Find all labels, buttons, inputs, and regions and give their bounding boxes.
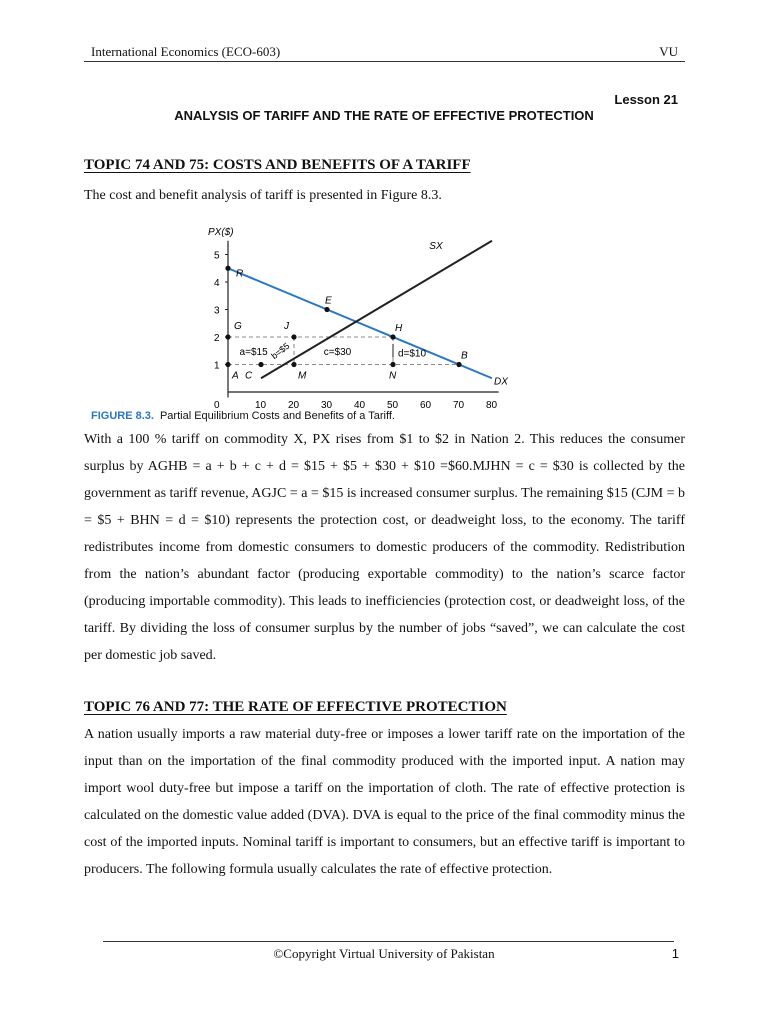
section1-body: With a 100 % tariff on commodity X, PX rises from $1 to $2 in Nation 2. This reduces the consumer surplus by AGHB = a + b + c + d = $15 + $5 + $30 + $10 =$60.MJHN = c = $30 is collected by the government as tariff revenue, AGJC = a = $15 is increased consumer surplus. The remaining $15 (CJM = b = $5 + BHN = d = $10) represents the protection cost, or deadweight loss, to the economy. The tariff redistributes income from domestic consumers to domestic producers of the commodity. Redistribution from the nation’s abundant factor (producing exportable commodity) to the nation’s scarce factor (producing importable commodity). This leads to inefficiencies (protection cost, or deadweight loss, of the tariff. By dividing the loss of consumer surplus by the number of jobs “saved”, we can calculate the cost per domestic job saved. bbox=[84, 432, 685, 663]
point-label-c: C bbox=[245, 370, 253, 382]
point-n bbox=[390, 362, 395, 367]
x-tick-label: 50 bbox=[387, 400, 399, 410]
point-label-j: J bbox=[284, 321, 289, 332]
annotation-b: b=$5 bbox=[269, 340, 292, 362]
point-m bbox=[291, 362, 296, 367]
figure-8-3 bbox=[190, 210, 600, 430]
annotation-a: a=$15 bbox=[239, 346, 268, 358]
y-tick-label: 5 bbox=[214, 250, 220, 262]
x-tick-label: 10 bbox=[255, 400, 267, 410]
x-tick-label: 0 bbox=[214, 400, 220, 410]
point-label-r: R bbox=[236, 268, 244, 280]
point-g bbox=[225, 334, 230, 339]
demand-curve bbox=[228, 268, 492, 378]
point-label-h: H bbox=[395, 323, 403, 334]
supply-curve bbox=[261, 241, 492, 379]
page-title: ANALYSIS OF TARIFF AND THE RATE OF EFFECTIVE PROTECTION bbox=[174, 108, 594, 123]
point-h bbox=[390, 334, 395, 339]
point-label-m: M bbox=[298, 370, 307, 382]
figure-caption bbox=[91, 410, 395, 422]
header-course: International Economics (ECO-603) bbox=[91, 44, 281, 59]
x-tick-label: 30 bbox=[321, 400, 333, 410]
tariff-chart bbox=[190, 210, 600, 410]
point-label-n: N bbox=[389, 370, 397, 382]
x-tick-label: 40 bbox=[354, 400, 366, 410]
demand-label: DX bbox=[494, 376, 508, 388]
y-tick-label: 3 bbox=[214, 305, 220, 317]
point-e bbox=[324, 307, 329, 312]
footer-copyright: ©Copyright Virtual University of Pakistan bbox=[273, 946, 495, 961]
footer-rule bbox=[103, 941, 674, 942]
point-label-e: E bbox=[325, 295, 332, 307]
figure-caption-text: Partial Equilibrium Costs and Benefits of a Tariff. bbox=[159, 410, 395, 422]
section1-intro: The cost and benefit analysis of tariff is presented in Figure 8.3. bbox=[84, 188, 442, 203]
point-c bbox=[258, 362, 263, 367]
point-j bbox=[291, 334, 296, 339]
annotation-c: c=$30 bbox=[323, 346, 352, 358]
header-institution: VU bbox=[659, 44, 678, 59]
point-label-a: A bbox=[232, 370, 239, 382]
section2-body: A nation usually imports a raw material duty-free or imposes a lower tariff rate on the importation of the input than on the importation of the final commodity produced with the imported input. A nation may import wool duty-free but impose a tariff on the importation of cloth. The rate of effective protection is calculated on the domestic value added (DVA). DVA is equal to the price of the final commodity minus the cost of the imported inputs. Nominal tariff is important to consumers, but an effective tariff is important to producers. The following formula usually calculates the rate of effective protection. bbox=[84, 727, 685, 877]
point-label-b: B bbox=[461, 350, 468, 362]
y-tick-label: 4 bbox=[214, 278, 220, 289]
lesson-number: Lesson 21 bbox=[614, 92, 678, 107]
annotation-d: d=$10 bbox=[397, 348, 427, 360]
section1-heading: TOPIC 74 AND 75: COSTS AND BENEFITS OF A TARIFF bbox=[84, 157, 471, 173]
x-tick-label: 60 bbox=[420, 400, 432, 410]
page-number: 1 bbox=[671, 946, 679, 961]
y-tick-label: 1 bbox=[214, 360, 220, 372]
point-r bbox=[225, 266, 230, 271]
figure-number: FIGURE 8.3. bbox=[91, 410, 154, 422]
x-tick-label: 20 bbox=[288, 400, 300, 410]
x-tick-label: 70 bbox=[453, 400, 465, 410]
header-rule bbox=[84, 61, 685, 62]
y-tick-label: 2 bbox=[214, 333, 220, 344]
x-tick-label: 80 bbox=[486, 400, 498, 410]
point-b bbox=[456, 362, 461, 367]
point-a bbox=[225, 362, 230, 367]
supply-label: SX bbox=[429, 241, 443, 252]
section2-heading: TOPIC 76 AND 77: THE RATE OF EFFECTIVE PROTECTION bbox=[84, 699, 507, 715]
point-label-g: G bbox=[234, 321, 242, 332]
y-axis-label: PX($) bbox=[208, 226, 234, 238]
